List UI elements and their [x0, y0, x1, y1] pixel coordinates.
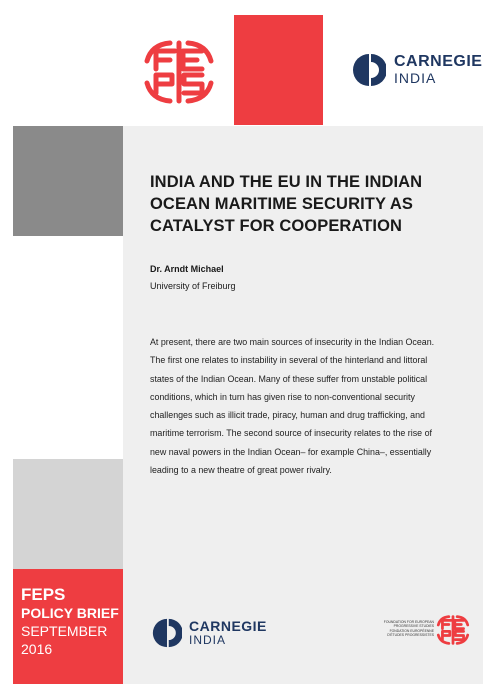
abstract-line: maritime terrorism. The second source of insecurity relates to the rise of — [150, 428, 432, 439]
carnegie-india-logo-footer — [152, 617, 272, 649]
brief-year: 2016 — [21, 641, 53, 657]
red-accent-block-top — [234, 15, 323, 125]
author-affiliation: University of Freiburg — [150, 281, 236, 291]
title-line: CATALYST FOR COOPERATION — [150, 217, 403, 235]
feps-interlocking-letters-icon — [142, 37, 216, 107]
author-name: Dr. Arndt Michael — [150, 264, 224, 274]
feps-foundation-logo-footer — [370, 612, 470, 652]
feps-interlocking-letters-icon — [436, 612, 470, 648]
title-line: INDIA AND THE EU IN THE INDIAN — [150, 173, 423, 191]
abstract-line: The first one relates to instability in several of the hinterland and littoral — [150, 355, 428, 366]
brief-series: FEPS — [21, 585, 66, 604]
foundation-line: FOUNDATION FOR EUROPEAN — [383, 620, 434, 624]
feps-logo-small — [436, 612, 470, 648]
carnegie-name: CARNEGIE — [394, 53, 483, 70]
foundation-line: FONDATION EUROPÉENNE — [389, 628, 434, 633]
carnegie-half-circle-icon — [152, 617, 182, 649]
abstract-line: leading to a new theatre of great power rivalry. — [150, 465, 332, 476]
document-title — [150, 171, 450, 237]
carnegie-name: CARNEGIE — [189, 618, 267, 634]
abstract-line: new naval powers in the Indian Ocean– for example China–, essentially — [150, 446, 432, 457]
grey-accent-block-light — [13, 459, 123, 569]
carnegie-sub: INDIA — [189, 633, 227, 647]
carnegie-sub: INDIA — [394, 70, 437, 86]
abstract-line: states of the Indian Ocean. Many of these suffer from unstable political — [150, 373, 428, 384]
abstract-line: conditions, which in turn has given rise to non-conventional security — [150, 391, 415, 402]
feps-logo — [142, 37, 216, 107]
brief-month: SEPTEMBER — [21, 623, 108, 639]
brief-type: POLICY BRIEF — [21, 605, 119, 621]
policy-brief-block — [13, 569, 123, 684]
title-line: OCEAN MARITIME SECURITY AS — [150, 195, 413, 213]
carnegie-india-logo — [352, 52, 487, 88]
grey-accent-block-dark — [13, 126, 123, 236]
foundation-line: D'ÉTUDES PROGRESSISTES — [387, 633, 434, 638]
policy-brief-label — [21, 585, 121, 658]
abstract-line: At present, there are two main sources of insecurity in the Indian Ocean. — [150, 337, 435, 347]
foundation-line: PROGRESSIVE STUDIES — [393, 624, 434, 629]
abstract-line: challenges such as illicit trade, piracy, human and drug trafficking, and — [150, 410, 425, 421]
carnegie-half-circle-icon — [352, 52, 386, 88]
abstract — [150, 333, 470, 479]
foundation-name — [370, 620, 434, 638]
